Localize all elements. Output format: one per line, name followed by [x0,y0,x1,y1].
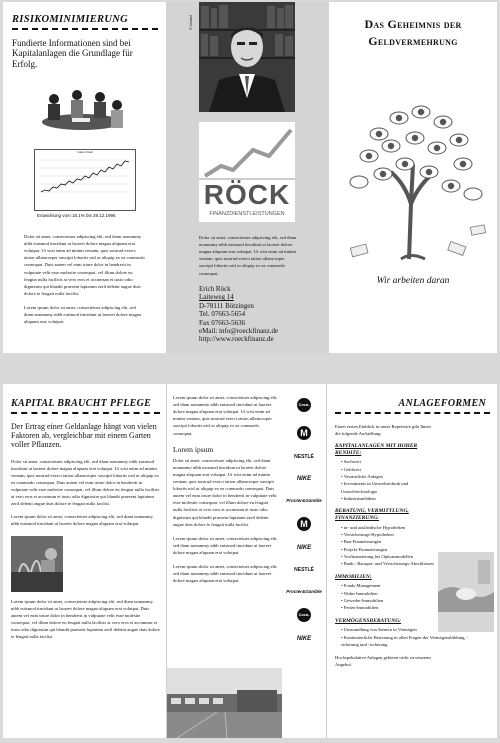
panel-cover [329,2,497,353]
company-tagline: FINANZDIENSTLEISTUNGEN [209,211,285,217]
logo-mcdonalds-2 [282,517,326,531]
logo-procter-gamble-2: Procter&Gamble [286,589,322,594]
chart-title: Index Chart [77,150,93,155]
heading-kapital-pflege: KAPITAL BRAUCHT PFLEGE [11,398,152,409]
list-item: • Fonds-Management [341,582,437,589]
list-item: • Umwandlung von Steuern in Vermögen [341,626,485,633]
list-item: • in- und ausländische Hypotheken [341,524,437,531]
body-text-2: Lorem ipsum dolor sit amet, consectetuer adipiscing elit, sed diam nonummy nibh euismod tincidunt ut laoreet dolore magna aliquam erat volutpat. [24,305,142,325]
heading-anlageformen: ANLAGEFORMEN [398,398,486,409]
section-title-beratung: BERATUNG, VERMITTLUNG, FINANZIERUNG: [335,508,409,522]
logo-procter-gamble: Procter&Gamble [286,498,322,503]
logo-block [199,122,295,222]
body-text-4: Lorem ipsum dolor sit amet, consectetuer adipiscing elit, sed diam nonummy nibh euismod tincidunt ut laoreet dolore magna aliquam erat volutpat. [173,564,278,584]
cover-title [329,16,497,50]
brochure-inside [3,384,497,738]
meeting-photo [32,87,130,137]
section-beratung [335,508,437,567]
list-item: • Gewerbe-Immobilien [341,597,437,604]
logo-nestle: NESTLÉ [294,454,314,460]
cover-title-line-2: Geldvermehrung [368,33,458,48]
section-rendite [335,443,437,502]
handshake-photo [438,552,494,632]
contact-fax: Fax 07663-5636 [199,318,246,327]
panel-lorem [166,384,282,738]
copyright-mark: © ressel [188,15,193,30]
list-item: • Geldwert [341,466,437,473]
body-text-1: Lorem ipsum dolor sit amet, consectetuer adipiscing elit, sed diam nonummy nibh euismod tincidunt ut laoreet dolore magna aliquam erat volutpat. Ut wisi enim ad minim veniam, quis nostrud exerci tation ullamcorper suscipit lobortis nisl ut aliquip ex ea commodo consequat. [173,395,278,436]
contact-address [199,285,278,344]
contact-street: Laiteweg 14 [199,293,234,302]
list-beratung [341,524,437,568]
logo-mcdonalds-text: M [297,426,311,440]
body-text-2: Lorem ipsum dolor sit amet, consectetuer adipiscing elit, sed diam nonummy nibh euismod tincidunt ut laoreet dolore magna aliquam erat volutpat. [11,514,153,527]
money-tree-illustration [339,94,489,264]
list-item: • Wohn-Immobilien [341,590,437,597]
section-immobilien [335,574,437,612]
dashed-rule [12,28,158,30]
body-text-3: Lorem ipsum dolor sit amet, consectetuer adipiscing elit, sed diam nonummy nibh euismod tincidunt ut laoreet dolore magna aliquam erat volutpat. Duis autem vel eum iriure dolor in hendrerit in vulputate velit esse molestie consequat, vel illum dolore eu feugiat nulla facilisis at vero eros et accumsan et iusto odio dignissim qui blandit praesent luptatum zzril delenit augue duis dolore te feugait nulla facilisi. [11,598,160,640]
logo-coca-cola-text: Coca-Cola [297,398,311,412]
list-item: • Bau-Finanzierungen [341,538,437,545]
subheading-lorem: Lorem ipsum [173,444,214,454]
logo-nestle-2: NESTLÉ [294,567,314,573]
gardening-illustration [11,536,63,592]
people-at-table-illustration [32,87,130,137]
contact-email[interactable]: eMail: info@roeckfinanz.de [199,326,279,335]
cover-title-line-1: Das Geheimnis der [364,17,462,31]
list-item: • Versicherungs-Hypotheken [341,531,437,538]
logo-coca-cola-2 [282,608,326,631]
list-item: • Investments in Umwelttechnik und Umwelttechnologie [341,480,437,495]
cover-slogan: Wir arbeiten daran [376,276,450,286]
dashed-rule [11,412,160,414]
closing-text: Hochspekulative Anlagen gehören nicht zu unserem Angebot. [335,655,431,668]
contact-city: D-78111 Bötzingen [199,301,254,310]
logo-nike: NIKE [296,476,312,482]
intro-text: Fundierte Informationen sind bei Kapitalanlagen die Grundlage für Erfolg. [12,38,133,69]
body-text-1: Dolor sit amet, consectetuer adipiscing elit, sed diam nonummy nibh euismod tincidunt ut laoreet dolore magna aliquam erat volutpat. Ut wisi enim ad minim veniam, quis nostrud exerci tation ullamcorper suscipit lobortis nisl ut aliquip ex ea commodo consequat. Duis autem vel eum iriure dolor in hendrerit in vulputate velit esse molestie consequat, vel illum dolore eu feugiat nulla facilisis at vero eros et accumsan et iusto odio dignissim qui blandit praesent luptatum zzril delenit augue duis dolore te feugait nulla facilisi. [24,234,145,296]
contact-body-text: Dolor sit amet, consectetuer adipiscing elit, sed diam nonummy nibh euismod tincidunt ut laoreet dolore magna aliquam erat volutpat. Ut wisi enim ad minim veniam, quis nostrud exerci tation ullamcorper suscipit lobortis nisl ut aliquip ex ea commodo consequat. [199,235,297,276]
section-title-immobilien: IMMOBILIEN: [335,573,372,580]
street-photo [167,668,282,738]
body-text-1: Dolor sit amet, consectetuer adipiscing elit, sed diam nonummy nibh euismod tincidunt ut laoreet dolore magna aliquam erat volutpat. Ut wisi enim ad minim veniam, quis nostrud exerci tation ullamcorper suscipit lobortis nisl ut aliquip ex ea commodo consequat. Duis autem vel eum iriure dolor in hendrerit in vulputate velit esse molestie consequat, vel illum dolore eu feugiat nulla facilisis at vero eros et accumsan et iusto odio dignissim qui blandit praesent luptatum zzril delenit augue duis dolore te feugait nulla facilisi. [11,458,160,507]
panel-risikominimierung [3,2,166,353]
brochure-outside [3,2,497,353]
company-logo: RÖCK [203,179,291,210]
section-title-vermoegensberatung: VERMÖGENSBERATUNG: [335,617,402,624]
growth-arrow-graphic [199,122,295,182]
section-title-rendite: KAPITALANLAGEN MIT HOHER RENDITE: [335,443,418,456]
stock-chart [34,149,136,219]
contact-phone: Tel. 07663-5654 [199,310,246,319]
logo-mcdonalds [282,426,326,440]
list-item: • Verzinsliche Anlagen [341,473,437,480]
portrait-illustration [199,2,295,112]
contact-website[interactable]: http://www.roeckfinanz.de [199,335,274,344]
list-item: • Ferien-Immobilien [341,604,437,611]
chart-plot [35,154,133,200]
intro-text: Der Ertrag einer Geldanlage hängt von vielen Faktoren ab, vergleichbar mit einem Garten voller Pflanzen. [11,422,157,450]
list-item: • Projekt-Finanzierungen [341,546,437,553]
logo-nike-3: NIKE [296,636,312,642]
list-item: • Vorfinanzierung bei Optionsmodellen [341,553,437,560]
body-text-3: Lorem ipsum dolor sit amet, consectetuer adipiscing elit, sed diam nonummy nibh euismod tincidunt ut laoreet dolore magna aliquam erat volutpat. [173,535,278,555]
chart-caption: Entwicklung vom 15.1% bis 28.12.1996 [37,213,116,219]
panel-brand-logos [282,384,326,738]
logo-coca-cola-2-text: Coca-Cola [297,608,311,622]
dashed-rule [335,412,490,414]
list-rendite [341,458,437,502]
list-item: • Industrieanleihen [341,495,437,502]
street-illustration [167,668,282,738]
contact-name: Erich Röck [199,285,231,293]
logo-mcdonalds-2-text: M [297,517,311,531]
panel-anlageformen [326,384,494,738]
heading-risikominimierung: RISIKOMINIMIERUNG [12,14,128,25]
panel-contact [166,2,329,353]
list-item: • Bank-, Bauspar- und Versicherungs-Abschlüssen [341,560,437,567]
portrait-photo [199,2,295,112]
list-item: • Kontinuierliche Betreuung in allen Fragen der Vermögensbildung, -sicherung und -sicherung [341,634,485,649]
handshake-illustration [438,552,494,632]
panel-kapital-pflege [3,384,166,738]
body-text-2: Dolor sit amet, consectetuer adipiscing elit, sed diam nonummy nibh euismod tincidunt ut laoreet dolore magna aliquam erat volutpat. Ut wisi enim ad minim veniam, quis nostrud exerci tation ullamcorper suscipit lobortis nisl ut aliquip ex ea commodo consequat. Duis autem vel eum iriure dolor in hendrerit in vulputate velit esse molestie consequat, vel illum dolore eu feugiat nulla facilisis at vero eros et accumsan et iusto odio dignissim qui blandit praesent luptatum zzril delenit augue duis dolore te feugait nulla facilisi. [173,457,277,527]
chart-line [41,161,129,192]
intro-text: Einen ersten Einblick in unser Repertoire gibt Ihnen die folgende Aufstellung: [335,424,431,437]
logo-coca-cola [282,398,326,421]
list-item: • Sachwert [341,458,437,465]
logo-nike-2: NIKE [296,545,312,551]
list-immobilien [341,582,437,611]
garden-photo [11,536,63,592]
